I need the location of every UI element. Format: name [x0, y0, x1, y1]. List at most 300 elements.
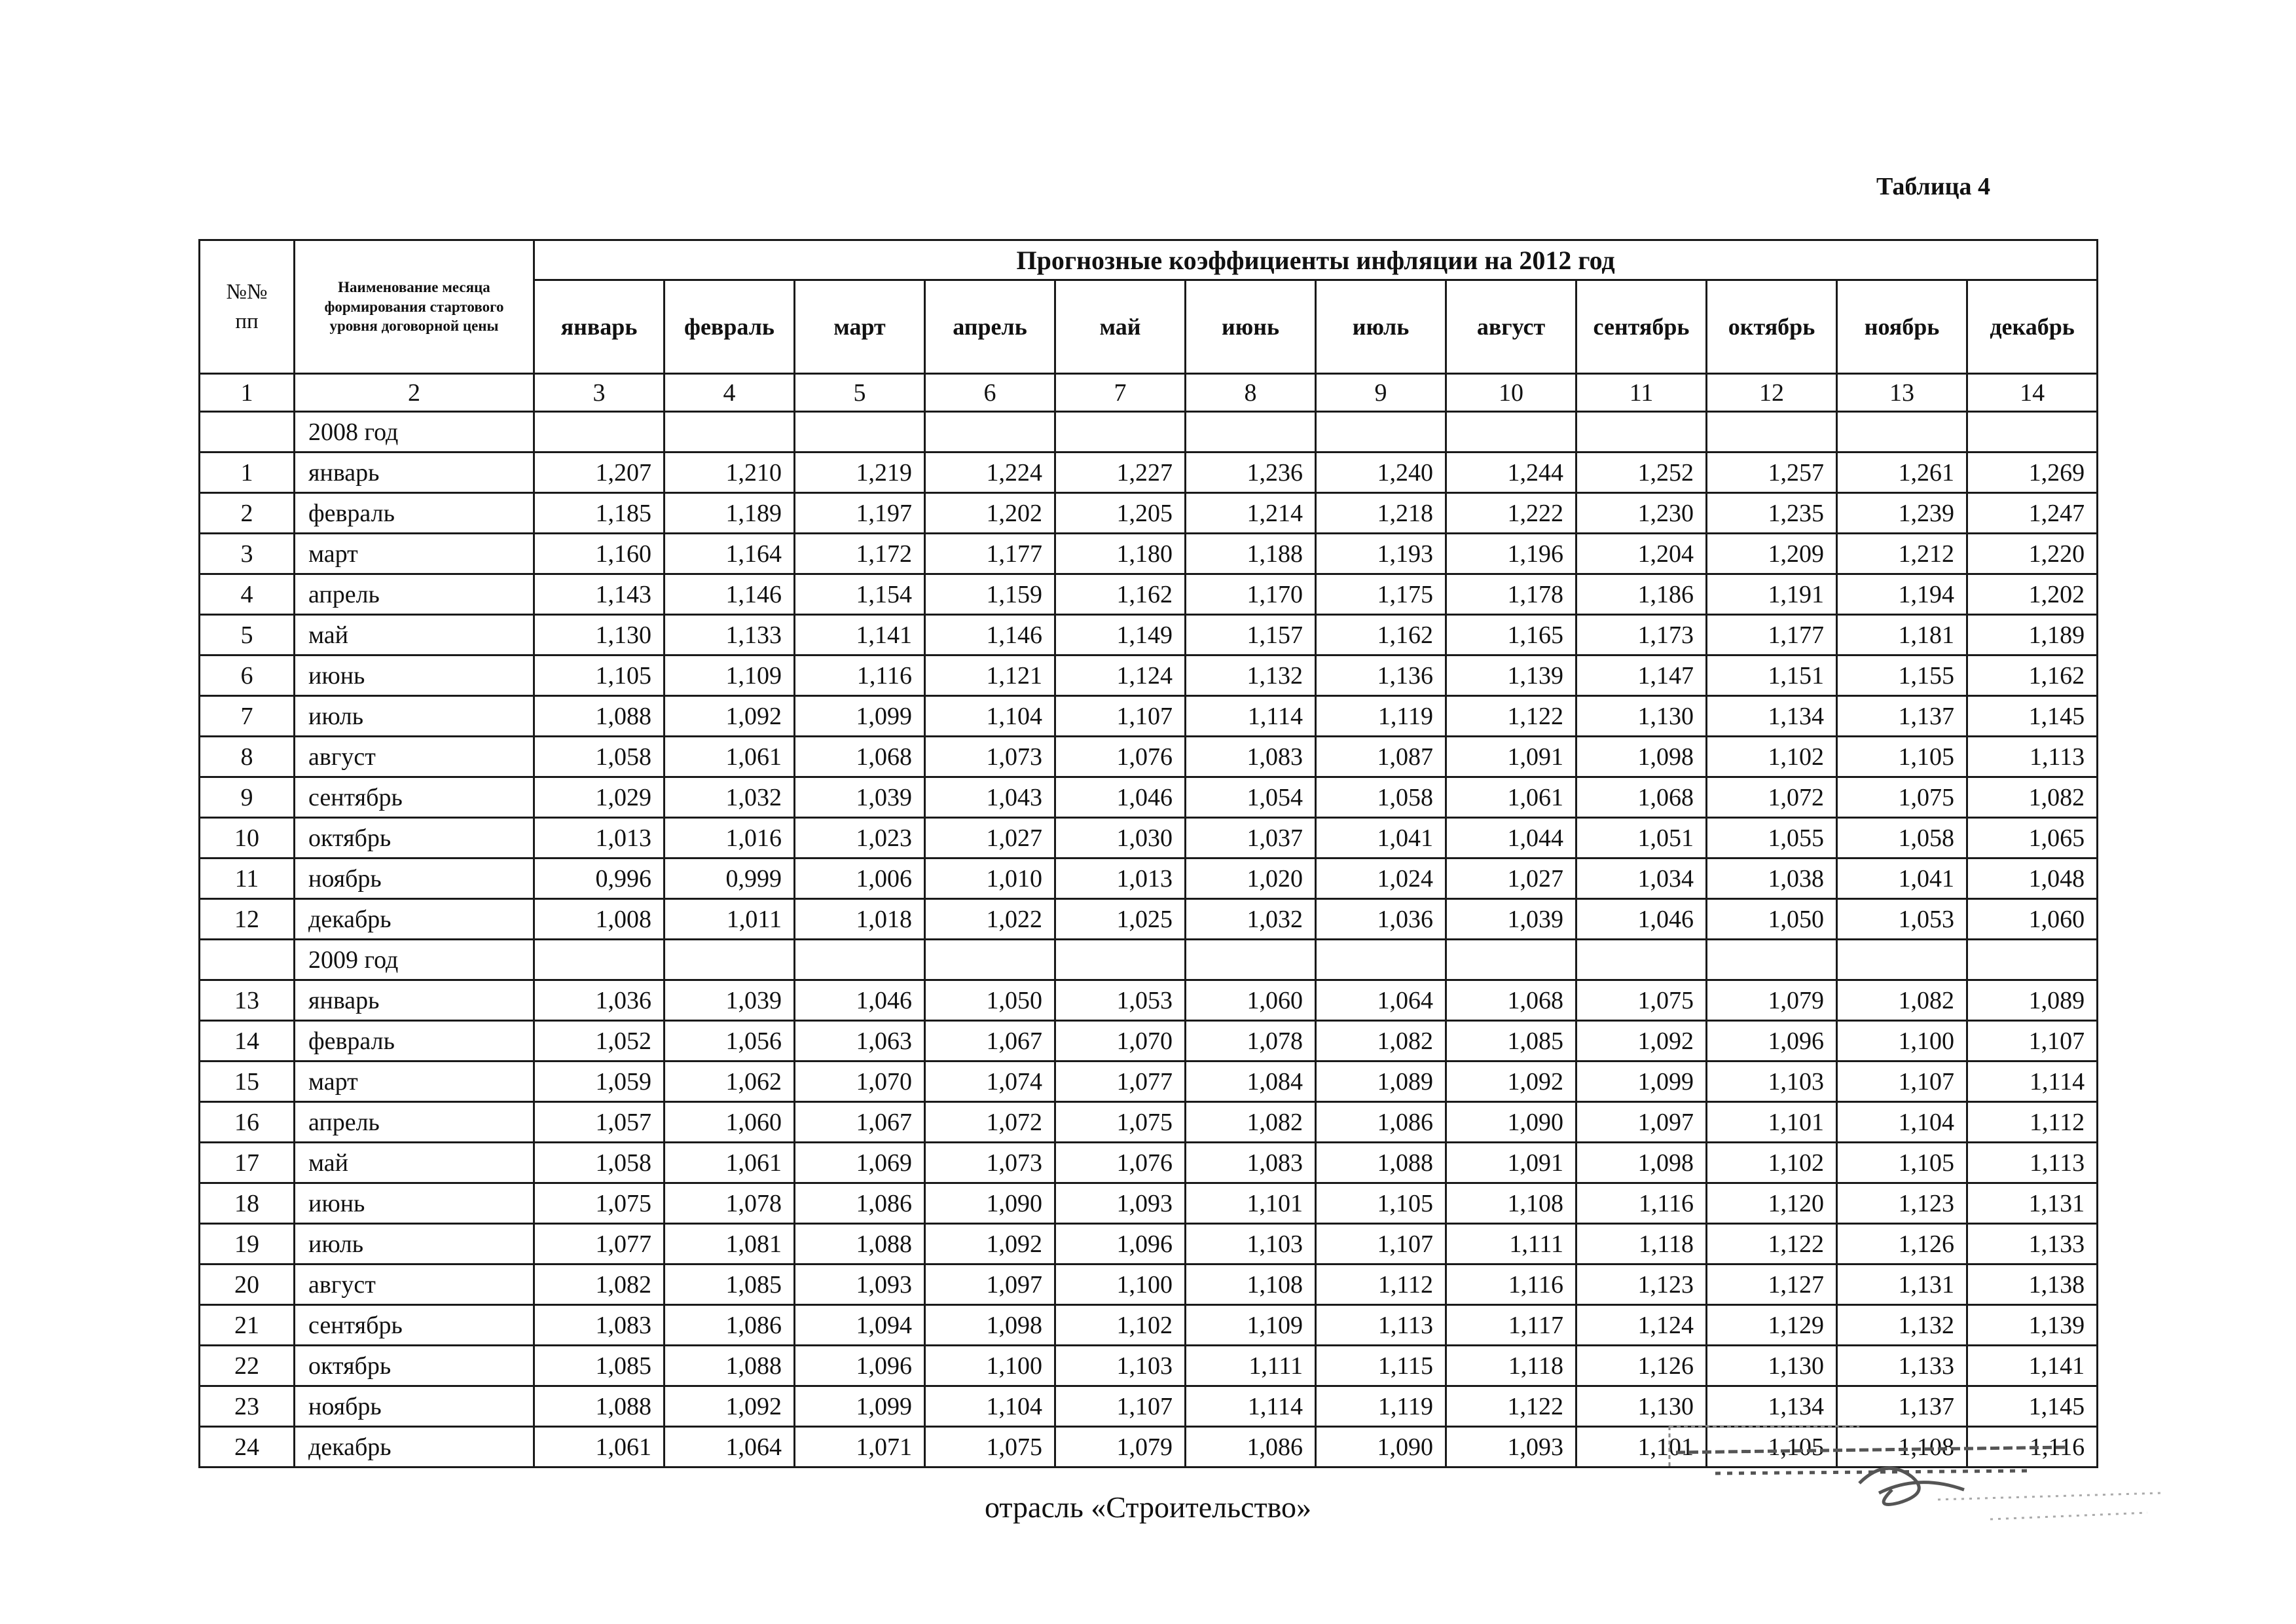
coefficient-cell: 1,130: [1707, 1346, 1837, 1386]
coefficient-cell: 1,037: [1186, 818, 1316, 858]
row-month: август: [295, 1264, 534, 1305]
row-month: июнь: [295, 1183, 534, 1224]
coefficient-cell: 1,076: [1055, 1143, 1186, 1183]
header-month-10: октябрь: [1707, 280, 1837, 374]
coefficient-cell: 1,104: [1837, 1102, 1967, 1143]
coefficient-cell: 1,027: [1446, 858, 1576, 899]
coefficient-cell: 1,164: [665, 534, 795, 574]
year-row-empty-cell: [1837, 412, 1967, 452]
coefficient-cell: 1,117: [1446, 1305, 1576, 1346]
row-number: 21: [200, 1305, 295, 1346]
table-row: [200, 1346, 2098, 1386]
coefficient-cell: 1,130: [1576, 696, 1707, 737]
coefficient-cell: 1,067: [925, 1021, 1055, 1061]
coefficient-cell: 1,088: [1316, 1143, 1446, 1183]
table-row: [200, 1264, 2098, 1305]
table-row: [200, 1224, 2098, 1264]
year-row-empty-cell: [925, 940, 1055, 980]
row-number: 1: [200, 452, 295, 493]
coefficient-cell: 1,041: [1316, 818, 1446, 858]
coefficient-cell: 1,120: [1707, 1183, 1837, 1224]
coefficient-cell: 1,114: [1186, 696, 1316, 737]
coefficient-cell: 1,188: [1186, 534, 1316, 574]
coefficient-cell: 1,038: [1707, 858, 1837, 899]
row-number: 20: [200, 1264, 295, 1305]
table-header: [200, 240, 2098, 412]
coefficient-cell: 1,118: [1446, 1346, 1576, 1386]
coefficient-cell: 1,096: [1707, 1021, 1837, 1061]
coefficient-cell: 1,173: [1576, 615, 1707, 655]
coefficient-cell: 1,107: [1055, 696, 1186, 737]
header-month-5: май: [1055, 280, 1186, 374]
coefficient-cell: 1,092: [925, 1224, 1055, 1264]
row-month: апрель: [295, 1102, 534, 1143]
row-number: 24: [200, 1427, 295, 1467]
coefficient-cell: 1,113: [1967, 737, 2098, 777]
row-month: сентябрь: [295, 1305, 534, 1346]
coefficient-cell: 1,122: [1707, 1224, 1837, 1264]
coefficient-cell: 1,013: [1055, 858, 1186, 899]
row-number: 13: [200, 980, 295, 1021]
coefficient-cell: 1,154: [795, 574, 925, 615]
column-index-cell: 5: [795, 374, 925, 412]
coefficient-cell: 1,061: [534, 1427, 665, 1467]
coefficient-cell: 1,123: [1576, 1264, 1707, 1305]
year-row: [200, 412, 2098, 452]
coefficient-cell: 1,052: [534, 1021, 665, 1061]
coefficient-cell: 1,131: [1837, 1264, 1967, 1305]
coefficient-cell: 1,113: [1316, 1305, 1446, 1346]
coefficient-cell: 1,133: [1837, 1346, 1967, 1386]
row-month: январь: [295, 980, 534, 1021]
year-row-empty-cell: [1707, 940, 1837, 980]
coefficient-cell: 1,126: [1837, 1224, 1967, 1264]
coefficient-cell: 1,068: [795, 737, 925, 777]
coefficient-cell: 1,240: [1316, 452, 1446, 493]
row-number: 10: [200, 818, 295, 858]
coefficient-cell: 1,063: [795, 1021, 925, 1061]
table-row: [200, 1305, 2098, 1346]
table-row: [200, 1183, 2098, 1224]
coefficient-cell: 1,090: [925, 1183, 1055, 1224]
row-number: 3: [200, 534, 295, 574]
coefficient-cell: 1,100: [1055, 1264, 1186, 1305]
coefficient-cell: 1,107: [1967, 1021, 2098, 1061]
coefficient-cell: 1,220: [1967, 534, 2098, 574]
row-month: май: [295, 1143, 534, 1183]
row-month: август: [295, 737, 534, 777]
coefficient-cell: 1,114: [1967, 1061, 2098, 1102]
coefficient-cell: 1,083: [1186, 737, 1316, 777]
coefficient-cell: 1,101: [1707, 1102, 1837, 1143]
coefficient-cell: 1,224: [925, 452, 1055, 493]
coefficient-cell: 1,146: [665, 574, 795, 615]
coefficient-cell: 1,072: [1707, 777, 1837, 818]
row-month: ноябрь: [295, 858, 534, 899]
coefficient-cell: 1,061: [665, 1143, 795, 1183]
coefficient-cell: 1,122: [1446, 1386, 1576, 1427]
coefficient-cell: 1,006: [795, 858, 925, 899]
coefficient-cell: 1,083: [534, 1305, 665, 1346]
table-caption: Таблица 4: [1876, 173, 1990, 200]
coefficient-cell: 1,034: [1576, 858, 1707, 899]
year-row-empty-cell: [534, 412, 665, 452]
table-row: [200, 777, 2098, 818]
year-row-empty-cell: [1967, 412, 2098, 452]
coefficient-cell: 1,098: [1576, 737, 1707, 777]
coefficient-cell: 1,143: [534, 574, 665, 615]
coefficient-cell: 1,185: [534, 493, 665, 534]
row-month: декабрь: [295, 899, 534, 940]
coefficient-cell: 1,123: [1837, 1183, 1967, 1224]
coefficient-cell: 1,151: [1707, 655, 1837, 696]
coefficient-cell: 1,062: [665, 1061, 795, 1102]
row-number: 12: [200, 899, 295, 940]
table-row: [200, 574, 2098, 615]
coefficient-cell: 1,100: [925, 1346, 1055, 1386]
year-row-empty-cell: [1316, 412, 1446, 452]
coefficient-cell: 1,177: [1707, 615, 1837, 655]
coefficient-cell: 1,088: [665, 1346, 795, 1386]
coefficient-cell: 1,175: [1316, 574, 1446, 615]
coefficient-cell: 1,058: [1316, 777, 1446, 818]
coefficient-cell: 1,069: [795, 1143, 925, 1183]
coefficient-cell: 1,214: [1186, 493, 1316, 534]
row-number: 7: [200, 696, 295, 737]
coefficient-cell: 1,130: [534, 615, 665, 655]
coefficient-cell: 1,222: [1446, 493, 1576, 534]
coefficient-cell: 1,099: [795, 1386, 925, 1427]
header-month-1: январь: [534, 280, 665, 374]
coefficient-cell: 1,096: [1055, 1224, 1186, 1264]
coefficient-cell: 1,145: [1967, 696, 2098, 737]
year-row-empty-cell: [665, 940, 795, 980]
coefficient-cell: 1,086: [1316, 1102, 1446, 1143]
year-row-empty-cell: [795, 412, 925, 452]
coefficient-cell: 1,102: [1707, 1143, 1837, 1183]
coefficient-cell: 1,071: [795, 1427, 925, 1467]
coefficient-cell: 1,121: [925, 655, 1055, 696]
coefficient-cell: 1,101: [1576, 1427, 1707, 1467]
coefficient-cell: 1,116: [1576, 1183, 1707, 1224]
coefficient-cell: 1,025: [1055, 899, 1186, 940]
coefficient-cell: 1,107: [1316, 1224, 1446, 1264]
coefficient-cell: 1,112: [1967, 1102, 2098, 1143]
year-row-empty-cell: [1446, 940, 1576, 980]
coefficient-cell: 1,067: [795, 1102, 925, 1143]
coefficient-cell: 1,116: [1446, 1264, 1576, 1305]
coefficient-cell: 1,202: [925, 493, 1055, 534]
coefficient-cell: 1,082: [1967, 777, 2098, 818]
coefficient-cell: 1,070: [795, 1061, 925, 1102]
row-number: 8: [200, 737, 295, 777]
header-month-name: Наименование месяца формирования стартового уровня договорной цены: [295, 240, 534, 374]
inflation-coefficients-table: [198, 239, 2098, 1468]
coefficient-cell: 1,207: [534, 452, 665, 493]
coefficient-cell: 1,141: [795, 615, 925, 655]
row-number: 14: [200, 1021, 295, 1061]
year-row-empty-cell: [1316, 940, 1446, 980]
coefficient-cell: 1,078: [665, 1183, 795, 1224]
coefficient-cell: 1,091: [1446, 737, 1576, 777]
coefficient-cell: 1,146: [925, 615, 1055, 655]
header-month-9: сентябрь: [1576, 280, 1707, 374]
coefficient-cell: 1,210: [665, 452, 795, 493]
coefficient-cell: 1,205: [1055, 493, 1186, 534]
coefficient-cell: 1,108: [1186, 1264, 1316, 1305]
coefficient-cell: 1,105: [534, 655, 665, 696]
header-number-label: №№ пп: [226, 280, 268, 333]
coefficient-cell: 1,107: [1055, 1386, 1186, 1427]
coefficient-cell: 1,088: [534, 696, 665, 737]
coefficient-cell: 1,083: [1186, 1143, 1316, 1183]
coefficient-cell: 1,087: [1316, 737, 1446, 777]
coefficient-cell: 1,131: [1967, 1183, 2098, 1224]
coefficient-cell: 1,011: [665, 899, 795, 940]
table-row: [200, 696, 2098, 737]
coefficient-cell: 1,196: [1446, 534, 1576, 574]
coefficient-cell: 1,139: [1446, 655, 1576, 696]
coefficient-cell: 1,147: [1576, 655, 1707, 696]
coefficient-cell: 1,085: [534, 1346, 665, 1386]
row-number: 9: [200, 777, 295, 818]
coefficient-cell: 1,113: [1967, 1143, 2098, 1183]
coefficient-cell: 1,145: [1967, 1386, 2098, 1427]
column-index-cell: 9: [1316, 374, 1446, 412]
coefficient-cell: 1,085: [665, 1264, 795, 1305]
row-month: ноябрь: [295, 1386, 534, 1427]
coefficient-cell: 1,064: [665, 1427, 795, 1467]
table-row: [200, 1061, 2098, 1102]
table-row: [200, 980, 2098, 1021]
year-row-empty-cell: [1186, 412, 1316, 452]
coefficient-cell: 1,075: [534, 1183, 665, 1224]
coefficient-cell: 1,193: [1316, 534, 1446, 574]
coefficient-cell: 1,165: [1446, 615, 1576, 655]
coefficient-cell: 1,098: [925, 1305, 1055, 1346]
coefficient-cell: 1,119: [1316, 696, 1446, 737]
coefficient-cell: 1,039: [665, 980, 795, 1021]
row-month: февраль: [295, 1021, 534, 1061]
coefficient-cell: 1,137: [1837, 696, 1967, 737]
row-number: 17: [200, 1143, 295, 1183]
coefficient-cell: 1,091: [1446, 1143, 1576, 1183]
coefficient-cell: 1,082: [1316, 1021, 1446, 1061]
coefficient-cell: 1,129: [1707, 1305, 1837, 1346]
coefficient-cell: 1,105: [1837, 737, 1967, 777]
coefficient-cell: 1,029: [534, 777, 665, 818]
column-index-cell: 6: [925, 374, 1055, 412]
coefficient-cell: 1,060: [665, 1102, 795, 1143]
header-month-6: июнь: [1186, 280, 1316, 374]
coefficient-cell: 1,055: [1707, 818, 1837, 858]
coefficient-cell: 1,103: [1707, 1061, 1837, 1102]
year-row-empty-cell: [1707, 412, 1837, 452]
year-row-empty-cell: [1576, 412, 1707, 452]
row-number: 15: [200, 1061, 295, 1102]
coefficient-cell: 1,039: [795, 777, 925, 818]
coefficient-cell: 1,092: [1446, 1061, 1576, 1102]
coefficient-cell: 1,116: [1967, 1427, 2098, 1467]
year-row-empty-cell: [1967, 940, 2098, 980]
column-index-cell: 7: [1055, 374, 1186, 412]
coefficient-cell: 1,089: [1316, 1061, 1446, 1102]
coefficient-cell: 1,124: [1576, 1305, 1707, 1346]
table-body: [200, 412, 2098, 1467]
year-row-empty-cell: [200, 412, 295, 452]
coefficient-cell: 1,077: [1055, 1061, 1186, 1102]
coefficient-cell: 1,141: [1967, 1346, 2098, 1386]
coefficient-cell: 1,170: [1186, 574, 1316, 615]
coefficient-cell: 1,036: [534, 980, 665, 1021]
coefficient-cell: 1,257: [1707, 452, 1837, 493]
row-month: июль: [295, 1224, 534, 1264]
year-label: 2008 год: [295, 412, 534, 452]
coefficient-cell: 1,075: [1576, 980, 1707, 1021]
coefficient-cell: 1,134: [1707, 696, 1837, 737]
coefficient-cell: 1,261: [1837, 452, 1967, 493]
coefficient-cell: 1,077: [534, 1224, 665, 1264]
row-month: октябрь: [295, 818, 534, 858]
coefficient-cell: 1,013: [534, 818, 665, 858]
coefficient-cell: 1,197: [795, 493, 925, 534]
row-month: февраль: [295, 493, 534, 534]
coefficient-cell: 1,058: [534, 1143, 665, 1183]
table-row: [200, 737, 2098, 777]
coefficient-cell: 1,044: [1446, 818, 1576, 858]
coefficient-cell: 1,054: [1186, 777, 1316, 818]
table-row: [200, 452, 2098, 493]
row-number: 6: [200, 655, 295, 696]
coefficient-cell: 1,194: [1837, 574, 1967, 615]
coefficient-cell: 1,136: [1316, 655, 1446, 696]
coefficient-cell: 1,191: [1707, 574, 1837, 615]
table-row: [200, 858, 2098, 899]
table-row: [200, 493, 2098, 534]
coefficient-cell: 1,051: [1576, 818, 1707, 858]
year-row-empty-cell: [1055, 412, 1186, 452]
coefficient-cell: 1,093: [795, 1264, 925, 1305]
coefficient-cell: 1,020: [1186, 858, 1316, 899]
year-label: 2009 год: [295, 940, 534, 980]
coefficient-cell: 1,180: [1055, 534, 1186, 574]
coefficient-cell: 1,102: [1707, 737, 1837, 777]
coefficient-cell: 1,178: [1446, 574, 1576, 615]
coefficient-cell: 1,112: [1316, 1264, 1446, 1305]
coefficient-cell: 1,269: [1967, 452, 2098, 493]
coefficient-cell: 1,109: [665, 655, 795, 696]
column-index-cell: 13: [1837, 374, 1967, 412]
coefficient-cell: 1,103: [1186, 1224, 1316, 1264]
coefficient-cell: 1,133: [665, 615, 795, 655]
coefficient-cell: 1,079: [1055, 1427, 1186, 1467]
coefficient-cell: 1,053: [1837, 899, 1967, 940]
coefficient-cell: 1,235: [1707, 493, 1837, 534]
header-month-11: ноябрь: [1837, 280, 1967, 374]
coefficient-cell: 1,111: [1186, 1346, 1316, 1386]
header-month-3: март: [795, 280, 925, 374]
coefficient-cell: 1,132: [1837, 1305, 1967, 1346]
row-month: октябрь: [295, 1346, 534, 1386]
coefficient-cell: 1,100: [1837, 1021, 1967, 1061]
coefficient-cell: 1,130: [1576, 1386, 1707, 1427]
coefficient-cell: 1,048: [1967, 858, 2098, 899]
coefficient-cell: 1,097: [925, 1264, 1055, 1305]
coefficient-cell: 1,061: [665, 737, 795, 777]
row-number: 19: [200, 1224, 295, 1264]
year-row-empty-cell: [925, 412, 1055, 452]
coefficient-cell: 1,157: [1186, 615, 1316, 655]
coefficient-cell: 1,126: [1576, 1346, 1707, 1386]
coefficient-cell: 1,149: [1055, 615, 1186, 655]
coefficient-cell: 1,046: [795, 980, 925, 1021]
coefficient-cell: 1,099: [1576, 1061, 1707, 1102]
coefficient-cell: 1,010: [925, 858, 1055, 899]
coefficient-cell: 1,109: [1186, 1305, 1316, 1346]
coefficient-cell: 1,230: [1576, 493, 1707, 534]
coefficient-cell: 1,139: [1967, 1305, 2098, 1346]
coefficient-cell: 1,036: [1316, 899, 1446, 940]
coefficient-cell: 1,088: [795, 1224, 925, 1264]
coefficient-cell: 0,999: [665, 858, 795, 899]
header-month-12: декабрь: [1967, 280, 2098, 374]
coefficient-cell: 1,099: [795, 696, 925, 737]
coefficient-cell: 1,212: [1837, 534, 1967, 574]
coefficient-cell: 1,105: [1837, 1143, 1967, 1183]
coefficient-cell: 1,108: [1446, 1183, 1576, 1224]
coefficient-cell: 1,086: [665, 1305, 795, 1346]
coefficient-cell: 1,030: [1055, 818, 1186, 858]
table-row: [200, 534, 2098, 574]
column-index-cell: 2: [295, 374, 534, 412]
year-row-empty-cell: [534, 940, 665, 980]
coefficient-cell: 1,073: [925, 1143, 1055, 1183]
coefficient-cell: 1,058: [534, 737, 665, 777]
coefficient-cell: 1,105: [1316, 1183, 1446, 1224]
coefficient-cell: 1,053: [1055, 980, 1186, 1021]
year-row-empty-cell: [1446, 412, 1576, 452]
coefficient-cell: 1,239: [1837, 493, 1967, 534]
coefficient-cell: 1,090: [1316, 1427, 1446, 1467]
coefficient-cell: 1,089: [1967, 980, 2098, 1021]
coefficient-cell: 1,252: [1576, 452, 1707, 493]
coefficient-cell: 1,074: [925, 1061, 1055, 1102]
coefficient-cell: 1,101: [1186, 1183, 1316, 1224]
coefficient-cell: 1,068: [1576, 777, 1707, 818]
year-row-empty-cell: [1576, 940, 1707, 980]
coefficient-cell: 1,039: [1446, 899, 1576, 940]
coefficient-cell: 1,032: [1186, 899, 1316, 940]
coefficient-cell: 1,189: [1967, 615, 2098, 655]
coefficient-cell: 1,070: [1055, 1021, 1186, 1061]
coefficient-cell: 1,160: [534, 534, 665, 574]
coefficient-cell: 1,084: [1186, 1061, 1316, 1102]
column-index-cell: 14: [1967, 374, 2098, 412]
coefficient-cell: 1,079: [1707, 980, 1837, 1021]
coefficient-cell: 1,096: [795, 1346, 925, 1386]
coefficient-cell: 1,186: [1576, 574, 1707, 615]
coefficient-cell: 1,076: [1055, 737, 1186, 777]
coefficient-cell: 1,202: [1967, 574, 2098, 615]
coefficient-cell: 1,236: [1186, 452, 1316, 493]
coefficient-cell: 1,064: [1316, 980, 1446, 1021]
coefficient-cell: 1,093: [1055, 1183, 1186, 1224]
header-month-2: февраль: [665, 280, 795, 374]
coefficient-cell: 1,018: [795, 899, 925, 940]
coefficient-cell: 1,189: [665, 493, 795, 534]
coefficient-cell: 1,058: [1837, 818, 1967, 858]
coefficient-cell: 1,023: [795, 818, 925, 858]
